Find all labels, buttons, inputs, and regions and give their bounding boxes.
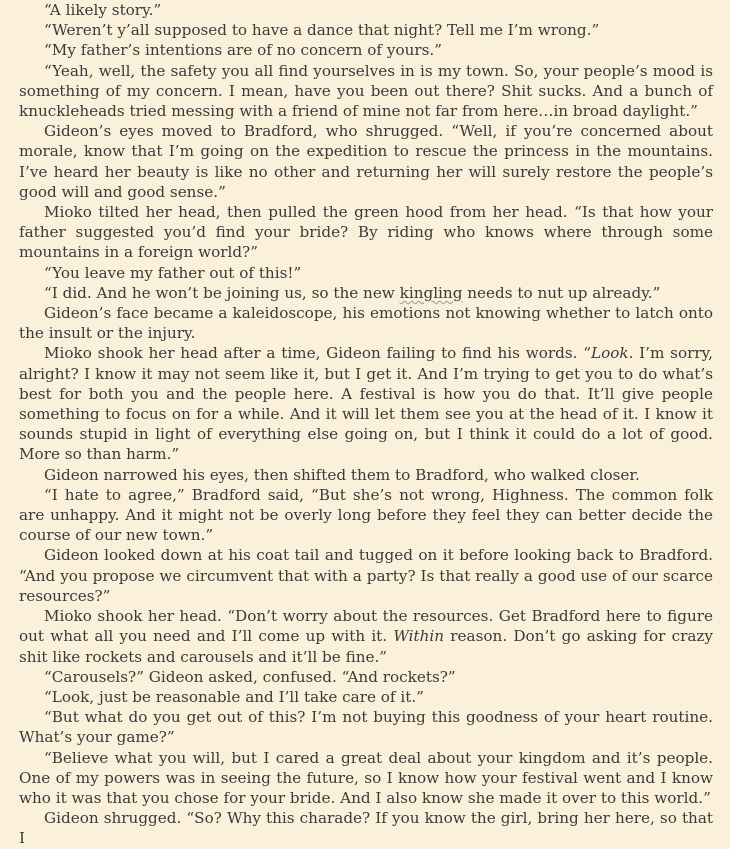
paragraph: “My father’s intentions are of no concern of yours.” — [44, 41, 443, 60]
text-run: . I’m sorry, alright? I know it may not seem like it, but I get it. And I’m trying to get you to do what’s best for both you and the people here. A festival is how you do that. It’ll give people something to focus on for a while. And it will let them see you at the head of it. I know it sounds stupid in light of everything else going on, but I think it could do a lot of good. More so than harm.” — [19, 344, 713, 464]
paragraph: “Yeah, well, the safety you all find yourselves in is my town. So, your people’s mood is something of my concern. I mean, have you been out there? Shit sucks. And a bunch of knuckleheads tried messing with a friend of mine not far from here…in broad daylight.” — [19, 61, 713, 121]
book-page — [19, 0, 713, 849]
spellcheck-flagged-word[interactable]: kingling — [399, 283, 463, 302]
paragraph: “I hate to agree,” Bradford said, “But she’s not wrong, Highness. The common folk are unhappy. And it might not be overly long before they feel they can better decide the course of our new town.” — [19, 485, 713, 545]
paragraph: “Weren’t y’all supposed to have a dance that night? Tell me I’m wrong.” — [44, 21, 600, 40]
paragraph: Gideon’s face became a kaleidoscope, his emotions not knowing whether to latch onto the insult or the injury. — [19, 304, 713, 343]
paragraph: “Look, just be reasonable and I’ll take care of it.” — [44, 687, 424, 706]
paragraph: “Carousels?” Gideon asked, confused. “And rockets?” — [44, 667, 456, 686]
paragraph: Gideon narrowed his eyes, then shifted them to Bradford, who walked closer. — [44, 465, 640, 484]
text-run: Mioko shook her head after a time, Gideon failing to find his words. “ — [44, 344, 591, 363]
emphasis-text: Within — [393, 627, 445, 646]
paragraph — [19, 606, 713, 667]
paragraph: Gideon’s eyes moved to Bradford, who shrugged. “Well, if you’re concerned about morale, know that I’m going on the expedition to rescue the princess in the mountains. I’ve heard her beauty is like no other and returning her will surely restore the people’s good will and good sense.” — [19, 122, 713, 201]
paragraph: “But what do you get out of this? I’m not buying this goodness of your heart routine. What’s your game?” — [19, 708, 713, 747]
text-run: reason. Don’t go asking for crazy shit like rockets and carousels and it’ll be fine.” — [19, 627, 713, 666]
paragraph: “You leave my father out of this!” — [44, 263, 302, 282]
text-run: needs to nut up already.” — [462, 283, 661, 302]
paragraph — [19, 283, 713, 303]
paragraph: “A likely story.” — [44, 1, 162, 19]
paragraph — [19, 343, 713, 464]
emphasis-text: Look — [590, 344, 629, 363]
text-run: “I did. And he won’t be joining us, so the new — [44, 283, 400, 302]
paragraph: Gideon shrugged. “So? Why this charade? If you know the girl, bring her here, so that I — [19, 809, 713, 848]
paragraph: Gideon looked down at his coat tail and tugged on it before looking back to Bradford. “And you propose we circumvent that with a party? Is that really a good use of our scarce resources?” — [19, 546, 713, 605]
paragraph: “Believe what you will, but I cared a great deal about your kingdom and it’s people. One of my powers was in seeing the future, so I know how your festival went and I know who it was that you chose for your bride. And I also know she made it over to this world.” — [19, 748, 713, 807]
paragraph: Mioko tilted her head, then pulled the green hood from her head. “Is that how your father suggested you’d find your bride? By riding who knows where through some mountains in a foreign world?” — [19, 203, 713, 262]
text-run: Mioko shook her head. “Don’t worry about the resources. Get Bradford here to figure out what all you need and I’ll come up with it. — [19, 607, 713, 646]
